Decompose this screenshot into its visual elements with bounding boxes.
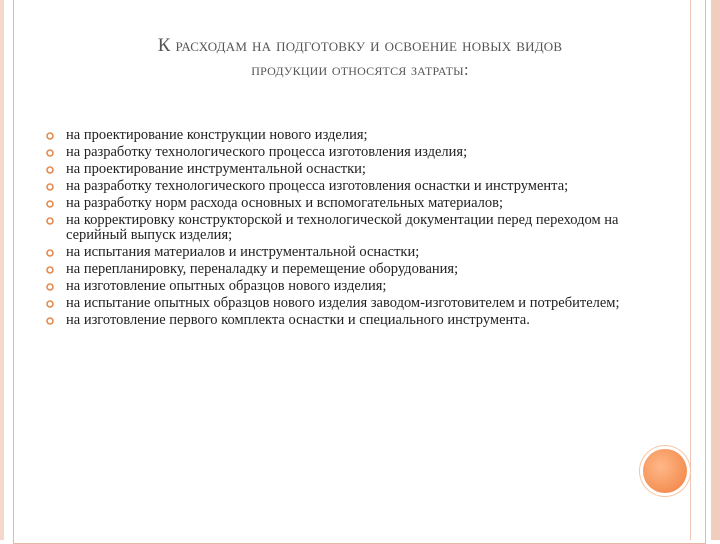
ring-bullet-icon [46, 183, 53, 190]
ring-bullet-icon [46, 300, 53, 307]
list-item-text: на разработку норм расхода основных и вспомогательных материалов; [66, 195, 504, 211]
ring-bullet-icon [46, 149, 53, 156]
list-item-text: на испытания материалов и инструментальной оснастки; [66, 244, 420, 260]
list-item [46, 262, 626, 277]
slide-title [60, 34, 660, 82]
list-item [46, 313, 626, 328]
title-line-1: К расходам на подготовку и освоение новых видов [157, 35, 563, 56]
list-item-text: на изготовление первого комплекта оснастки и специального инструмента. [66, 312, 530, 328]
list-item-text: на перепланировку, переналадку и перемещение оборудования; [66, 261, 459, 277]
ring-bullet-icon [46, 132, 53, 139]
list-item-text: на корректировку конструкторской и технологической документации перед переходом на серийный выпуск изделия; [66, 212, 619, 243]
right-decorative-bar [711, 0, 720, 540]
right-inner-line [690, 0, 691, 540]
left-decorative-bar [0, 0, 4, 540]
ring-bullet-icon [46, 200, 53, 207]
list-item [46, 179, 626, 194]
list-item-text: на изготовление опытных образцов нового изделия; [66, 278, 387, 294]
list-item [46, 279, 626, 294]
list-item-text: на разработку технологического процесса изготовления оснастки и инструмента; [66, 178, 569, 194]
ring-bullet-icon [46, 166, 53, 173]
ring-bullet-icon [46, 217, 53, 224]
list-item [46, 196, 626, 211]
orange-circle-decoration [643, 449, 687, 493]
bullet-list [46, 128, 626, 330]
list-item [46, 213, 626, 243]
list-item-text: на испытание опытных образцов нового изделия заводом-изготовителем и потребителем; [66, 295, 620, 311]
list-item [46, 128, 626, 143]
ring-bullet-icon [46, 283, 53, 290]
list-item-text: на проектирование конструкции нового изделия; [66, 127, 368, 143]
ring-bullet-icon [46, 249, 53, 256]
list-item-text: на проектирование инструментальной оснастки; [66, 161, 366, 177]
list-item [46, 296, 626, 311]
ring-bullet-icon [46, 266, 53, 273]
list-item-text: на разработку технологического процесса изготовления изделия; [66, 144, 468, 160]
title-line-2: продукции относятся затраты: [251, 60, 469, 79]
list-item [46, 245, 626, 260]
ring-bullet-icon [46, 317, 53, 324]
list-item [46, 145, 626, 160]
list-item [46, 162, 626, 177]
